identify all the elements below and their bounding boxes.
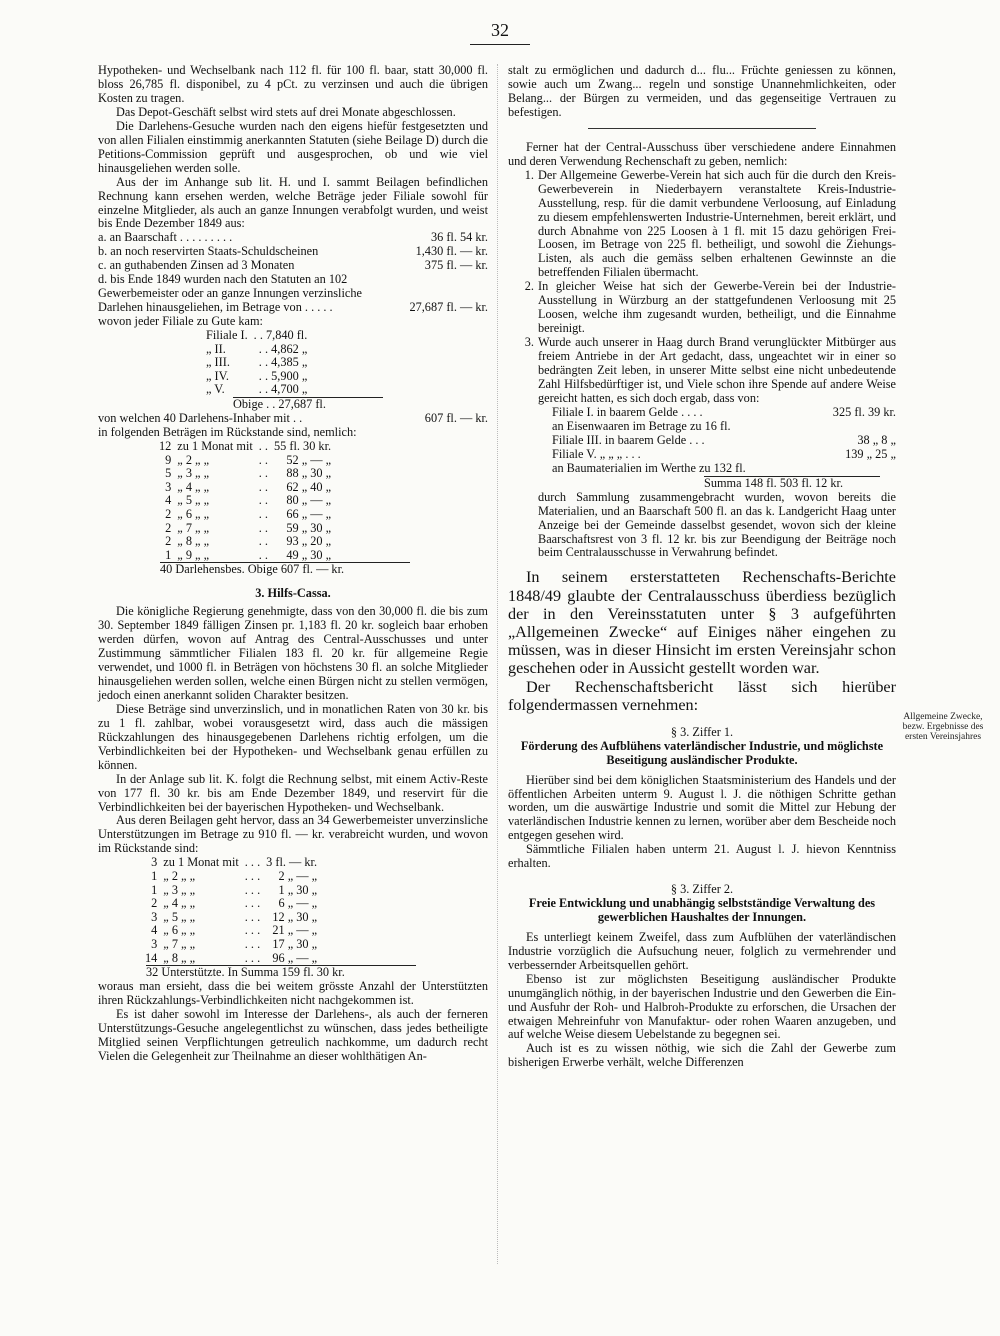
haag-donations: [552, 406, 896, 476]
list-number: 3.: [524, 335, 534, 350]
item-d-label: d. bis Ende 1849 wurden nach den Statuten an 102 Gewerbemeister oder an ganze Innungen verzinsliche Darlehen hinausgeliehen, im Betrage von . . . . .: [98, 273, 362, 315]
support-table: [142, 856, 320, 965]
donation-amount: 38 „ 8 „: [857, 432, 896, 447]
rate-row: [156, 494, 334, 508]
column-divider: [497, 64, 498, 1264]
filiale-row: [203, 356, 310, 370]
list-item: [508, 280, 896, 336]
support-row-cell: . . .: [244, 868, 261, 883]
support-row-cell: . . .: [244, 855, 261, 870]
paragraph: In der Anlage sub lit. K. folgt die Rechnung selbst, mit einem Activ-Reste von 177 fl. 30 kr. bis am Ende Dezember 1849, und reservirt für die Verbindlichkeiten bei der bayerischen Hypotheken- und Wechselbank.: [98, 771, 488, 814]
support-row: [142, 952, 320, 966]
section-number: § 3. Ziffer 1.: [670, 725, 734, 740]
paragraph: Ferner hat der Central-Ausschuss über verschiedene andere Einnahmen und deren Verwendung Rechenschaft zu geben, nemlich:: [508, 139, 896, 168]
support-row-cell: . . .: [244, 950, 261, 965]
donation-amount: [804, 420, 896, 434]
account-item: [98, 231, 488, 245]
darlehens-amount: 607 fl. — kr.: [424, 411, 488, 426]
rate-row-cell: 3: [165, 479, 172, 494]
rate-row-cell: 9: [165, 452, 172, 467]
rate-row-cell: . .: [258, 506, 269, 521]
support-row-cell: 3: [151, 936, 158, 951]
rate-row: [156, 440, 334, 454]
paragraph-large: In seinem ersterstatteten Rechenschafts-Berichte 1848/49 glaubte der Centralausschuss überdiess bezüglich der in den Vereinsstatuten unter § 3 aufgeführten „Allgemeinen Zwecke“ auf Einiges näher eingehen zu müssen, was in dieser Hinsicht im ersten Vereinsjahr schon geschehen oder in Aussicht gestellt worden war.: [508, 568, 896, 678]
support-row-cell: zu 1 Monat mit: [163, 855, 239, 870]
account-item-amount: 375 fl. — kr.: [424, 258, 488, 273]
donation-label: Filiale V. „ „ „ . . .: [552, 447, 641, 461]
darlehens-line: [98, 412, 488, 426]
donation-row: [552, 434, 896, 448]
support-row-cell: „ 8 „ „: [163, 950, 196, 965]
paragraph: Aus deren Beilagen geht hervor, dass an 34 Gewerbemeister unverzinsliche Unterstützungen im Betrage zu 910 fl. — kr. verabreicht wurden, und wovon im Rückstande sind:: [98, 813, 488, 856]
rates-table: [156, 440, 334, 562]
darlehens-label: von welchen 40 Darlehens-Inhaber mit . .: [98, 412, 303, 426]
paragraph: Aus der im Anhange sub lit. H. und I. sammt Beilagen befindlichen Rechnung kann ersehen werden, welche Beträge jeder Filiale sowohl für einzelne Mitglieder, als auch an ganze Innungen verabfolgt wurden, und weist bis Ende Dezember 1849 aus:: [98, 174, 488, 231]
support-row: [142, 870, 320, 884]
rate-row-cell: 4: [165, 493, 172, 508]
paragraph: Hypotheken- und Wechselbank nach 112 fl. für 100 fl. baar, statt 30,000 fl. bloss 26,785 fl. disponibel, zu 4 pCt. zu verzinsen und auch die übrigen Kosten zu tragen.: [98, 63, 488, 105]
rate-row-cell: 80 „ — „: [286, 493, 332, 508]
rate-row: [156, 522, 334, 536]
rate-row-cell: 66 „ — „: [286, 506, 332, 521]
paragraph: Es ist daher sowohl im Interesse der Darlehens-, als auch der ferneren Unterstützungs-Gesuche angelegentlichst zu wünschen, dass jedes betheiligte Mitglied seinen Verpflichtungen getreulich nachkomme, um dadurch recht Vielen die Gelegenheit zur Theilnahme an dieser wohlthätigen An-: [98, 1006, 488, 1063]
donation-row: [552, 420, 896, 434]
support-total: 32 Unterstützte. In Summa 159 fl. 30 kr.: [146, 965, 416, 980]
paragraph: stalt zu ermöglichen und dadurch d... flu... Früchte geniessen zu können, sowie auch um Zwang... regeln und sonstige Unannehmlichkeiten, oder Belang... der Bürgen zu vermeiden, und das gegenseitige Vertrauen zu befestigen.: [508, 63, 896, 119]
paragraph: Ebenso ist zur möglichsten Beseitigung ausländischer Produkte unumgänglich nöthig, in der bayerischen Industrie und den Gewerben die Ein- und Ausfuhr der Roh- und Halbroh-Produkte zu erforschen, die Ursachen der etwaigen Mehreinfuhr von Manufaktur- oder rohen Waaren anzugeben, und auf welche Weise diesem Uebelstande zu begegnen sei.: [508, 971, 896, 1042]
rate-row-cell: . .: [258, 520, 269, 535]
list-text: Der Allgemeine Gewerbe-Verein hat sich auch für die durch den Kreis-Gewerbeverein in Niederbayern veranstaltete Kreis-Industrie-Ausstellung, resp. für die damit verbundene Verloosung, auf Einladung zu diesem empfehlenswerten Industrie-Unternehmen, bereit erklärt, und durch Abnahme von 225 Loosen à 1 fl. mit 15 dazu gehörigen Frei-Loosen, im Betrage von 225 fl. betheiligt, und sowohl die Ziehungs-Listen, als auch die gemäss selben erhaltenen Gewinnste an die betreffenden Filialen übermacht.: [538, 167, 896, 280]
section-number: § 3. Ziffer 2.: [670, 882, 734, 897]
account-item-label: b. an noch reservirten Staats-Schuldscheinen: [98, 245, 319, 259]
filiale-row: [203, 329, 310, 343]
support-row-cell: „ 5 „ „: [163, 909, 196, 924]
account-item-label: a. an Baarschaft . . . . . . . . .: [98, 231, 233, 245]
rate-row-cell: 2: [165, 506, 172, 521]
support-row: [142, 856, 320, 870]
haag-total: Summa 148 fl. 503 fl. 12 kr.: [704, 476, 880, 491]
rate-row-cell: . .: [258, 534, 269, 549]
rate-row: [156, 535, 334, 549]
paragraph: Die königliche Regierung genehmigte, dass von den 30,000 fl. die bis zum 30. September 1849 fälligen Zinsen pr. 1,183 fl. 20 kr. sogleich baar erhoben werden dürfen, wovon auf Antrag des Central-Ausschusses und unter Zustimmung sämmtlicher Filialen 183 fl. 20 kr. für allgemeine Regie verwendet, und 1000 fl. in Beträgen von höchstens 30 fl. an solche Mitglieder hinausgeliehen werden sollen, welche einen Bürgen nicht zu stellen vermögen, jedoch einen anerkannt soliden Charakter besitzen.: [98, 604, 488, 702]
support-row-cell: 6 „ — „: [278, 896, 318, 911]
rate-row: [156, 481, 334, 495]
support-row-cell: . . .: [244, 936, 261, 951]
filiale-row-cell: . . 7,840 fl.: [253, 328, 308, 343]
section-heading: 3. Hilfs-Cassa.: [255, 586, 331, 601]
support-row-cell: 2: [151, 896, 158, 911]
account-items: [98, 231, 488, 273]
paragraph: Die Darlehens-Gesuche wurden nach den eigens hiefür festgesetzten und von allen Filialen einstimmig anerkannten Statuten (siehe Beilage D) durch die Petitions-Commission geprüft und ausgesprochen, ob und wie viel hinausgeliehen werden solle.: [98, 118, 488, 175]
support-row-cell: 2 „ — „: [278, 868, 318, 883]
rates-total: 40 Darlehensbes. Obige 607 fl. — kr.: [160, 562, 410, 577]
filiale-row-cell: „ IV.: [206, 368, 229, 383]
rate-row-cell: 1: [165, 547, 172, 562]
paragraph-large: Der Rechenschaftsbericht lässt sich hierüber folgendermassen vernehmen:: [508, 677, 896, 714]
rate-row-cell: „ 7 „ „: [177, 520, 210, 535]
rate-row-cell: 2: [165, 520, 172, 535]
donation-amount: 139 „ 25 „: [845, 446, 896, 461]
support-row-cell: „ 2 „ „: [163, 868, 196, 883]
rate-row-cell: „ 2 „ „: [177, 452, 210, 467]
account-item-amount: 1,430 fl. — kr.: [415, 244, 488, 259]
support-row-cell: 1: [151, 868, 158, 883]
rate-row-cell: „ 8 „ „: [177, 534, 210, 549]
rate-row-cell: „ 5 „ „: [177, 493, 210, 508]
divider: [588, 128, 816, 129]
rate-row-cell: 55 fl. 30 kr.: [274, 438, 332, 453]
support-row-cell: 3: [151, 909, 158, 924]
donation-amount: 325 fl. 39 kr.: [832, 404, 896, 419]
paragraph: Sämmtliche Filialen haben unterm 21. August l. J. hievon Kenntniss erhalten.: [508, 842, 896, 871]
rate-row: [156, 549, 334, 563]
support-row: [142, 924, 320, 938]
support-row-cell: 1 „ 30 „: [278, 882, 318, 897]
filiale-row-cell: . . 4,700 „: [258, 382, 308, 397]
paragraph: durch Sammlung zusammengebracht wurden, wovon bereits die Materialien, und an Baarschaft 500 fl. an das k. Landgericht Haag unter Anzeige bei der Gemeinde dasselbst gesendet, wovon sich der kleine Baarschaftsrest von 3 fl. 12 kr. bis zur Beendigung der Beiträge noch beim Centralausschusse in Verwahrung befindet.: [538, 489, 896, 560]
filiale-row: [203, 383, 310, 397]
rate-row-cell: 59 „ 30 „: [286, 520, 332, 535]
support-row-cell: 1: [151, 882, 158, 897]
support-row: [142, 897, 320, 911]
rate-row-cell: . .: [258, 547, 269, 562]
support-row-cell: „ 7 „ „: [163, 936, 196, 951]
donation-label: an Baumaterialien im Werthe zu 132 fl.: [552, 461, 746, 475]
filiale-row-cell: . . 4,862 „: [258, 341, 308, 356]
account-item-amount: 36 fl. 54 kr.: [430, 230, 488, 245]
donation-label: Filiale III. in baarem Gelde . . .: [552, 433, 705, 447]
filiale-row-cell: . . 4,385 „: [258, 355, 308, 370]
rate-row-cell: 5: [165, 466, 172, 481]
account-item: [98, 245, 488, 259]
darlehens-line2: in folgenden Beträgen im Rückstande sind, nemlich:: [98, 424, 357, 439]
rate-row-cell: . .: [258, 493, 269, 508]
rate-row-cell: . .: [258, 452, 269, 467]
paragraph: woraus man ersieht, dass die bei weitem grösste Anzahl der Unterstützten ihren Rückzahlungs-Verbindlichkeiten nicht nachgekommen ist.: [98, 979, 488, 1007]
paragraph: Es unterliegt keinem Zweifel, dass zum Aufblühen der vaterländischen Industrie vorzüglich die Aufsuchung neuer, folglich zu vermehrender und verbessernder Arbeitsquellen gehört.: [508, 929, 896, 972]
rate-row: [156, 454, 334, 468]
account-item-d: [98, 273, 488, 315]
support-row-cell: „ 4 „ „: [163, 896, 196, 911]
account-item-label: c. an guthabenden Zinsen ad 3 Monaten: [98, 259, 295, 273]
numbered-list: [508, 169, 896, 406]
paragraph: Hierüber sind bei dem königlichen Staatsministerium des Handels und der öffentlichen Arbeiten unterm 9. August l. J. die nöthigen Schritte gethan worden, um die auswärtige Industrie und somit die Mittel zur Hebung der vaterländischen Industrie kennen zu lernen, worüber aber dem Bescheide noch entgegen gesehen wird.: [508, 772, 896, 843]
rate-row-cell: 12: [159, 438, 172, 453]
support-row-cell: 21 „ — „: [272, 923, 318, 938]
section-title: Freie Entwicklung und unabhängig selbstständige Verwaltung des gewerblichen Haushaltes der Innungen.: [528, 896, 876, 924]
filiale-row-cell: Filiale I.: [206, 328, 248, 343]
filiale-row: [203, 370, 310, 384]
rate-row-cell: 49 „ 30 „: [286, 547, 332, 562]
section-title: Förderung des Aufblühens vaterländischer Industrie, und möglichste Beseitigung ausländischer Produkte.: [520, 738, 884, 767]
support-row-cell: 3: [151, 855, 158, 870]
rate-row-cell: „ 9 „ „: [177, 547, 210, 562]
rate-row-cell: . .: [258, 479, 269, 494]
paragraph: Auch ist es zu wissen nöthig, wie sich die Zahl der Gewerbe zum bisherigen Erwerbe verhält, welche Differenzen: [508, 1041, 896, 1070]
support-row-cell: 12 „ 30 „: [272, 909, 318, 924]
filiale-row-cell: „ II.: [206, 341, 226, 356]
filiale-row-cell: . . 5,900 „: [258, 368, 308, 383]
donation-row: [552, 462, 896, 476]
support-row-cell: . . .: [244, 896, 261, 911]
account-item: [98, 259, 488, 273]
donation-row: [552, 406, 896, 420]
paragraph: Das Depot-Geschäft selbst wird stets auf drei Monate abgeschlossen.: [116, 104, 456, 119]
list-number: 2.: [524, 279, 534, 294]
rate-row-cell: „ 6 „ „: [177, 506, 210, 521]
rate-row-cell: . .: [258, 466, 269, 481]
list-number: 1.: [524, 167, 534, 182]
support-row-cell: 17 „ 30 „: [272, 936, 318, 951]
support-row-cell: 3 fl. — kr.: [266, 855, 318, 870]
filiale-row-cell: „ III.: [206, 355, 230, 370]
list-text: In gleicher Weise hat sich der Gewerbe-Verein bei der Industrie-Ausstellung in Würzburg an der stattgefundenen Verloosung mit 25 Loosen, welche ihm zugesandt wurden, betheiligt, und die Einnahme bereinigt.: [538, 279, 896, 336]
rate-row: [156, 467, 334, 481]
rate-row-cell: „ 4 „ „: [177, 479, 210, 494]
donation-label: an Eisenwaaren im Betrage zu 16 fl.: [552, 419, 731, 433]
support-row: [142, 884, 320, 898]
donation-label: Filiale I. in baarem Gelde . . . .: [552, 405, 703, 419]
support-row-cell: . . .: [244, 909, 261, 924]
filiale-row: [203, 343, 310, 357]
rate-row-cell: 62 „ 40 „: [286, 479, 332, 494]
rate-row-cell: . .: [258, 438, 269, 453]
support-row-cell: 14: [145, 950, 158, 965]
rate-row-cell: 93 „ 20 „: [286, 534, 332, 549]
right-column: [508, 64, 896, 1070]
page-number: 32: [470, 20, 530, 45]
donation-amount: [804, 462, 896, 476]
rate-row-cell: 88 „ 30 „: [286, 466, 332, 481]
list-item: [508, 169, 896, 281]
support-row-cell: „ 3 „ „: [163, 882, 196, 897]
filiale-intro: wovon jeder Filiale zu Gute kam:: [98, 314, 263, 329]
item-d-amount: 27,687 fl. — kr.: [409, 300, 488, 315]
support-row-cell: . . .: [244, 882, 261, 897]
rate-row-cell: „ 3 „ „: [177, 466, 210, 481]
list-text: Wurde auch unserer in Haag durch Brand verunglückter Mitbürger aus freiem Antriebe in der Art gedacht, dass, ungeachtet wir in einer so bedrängten Zeit leben, in unserer Mitte selbst eine nicht unbedeutende Zahl Hilfsbedürftiger ist, und Viele schon ihre Spende auf andere Weise gereicht hatten, es sich doch ergab, dass von:: [538, 335, 896, 405]
support-row-cell: 96 „ — „: [272, 950, 318, 965]
filiale-table: [203, 329, 310, 397]
rate-row: [156, 508, 334, 522]
margin-note: Allgemeine Zwecke, bezw. Ergebnisse des ersten Vereinsjahres: [902, 712, 984, 743]
filiale-total: Obige . . 27,687 fl.: [233, 397, 383, 412]
list-item: [508, 336, 896, 406]
support-row: [142, 911, 320, 925]
filiale-row-cell: „ V.: [206, 382, 225, 397]
rate-row-cell: 52 „ — „: [286, 452, 332, 467]
rate-row-cell: 2: [165, 534, 172, 549]
left-column: [98, 64, 488, 1064]
support-row-cell: 4: [151, 923, 158, 938]
support-row-cell: . . .: [244, 923, 261, 938]
support-row-cell: „ 6 „ „: [163, 923, 196, 938]
paragraph: Diese Beträge sind unverzinslich, und in monatlichen Raten von 30 kr. bis zu 1 fl. zahlbar, wobei vorausgesetzt wird, dass auch die mässigen Rückzahlungen des hinausgegebenen Darlehens richtig erfolgen, um die Verbindlichkeiten bei der Hypotheken- und Wechselbank genau erfüllen zu können.: [98, 701, 488, 772]
donation-row: [552, 448, 896, 462]
support-row: [142, 938, 320, 952]
rate-row-cell: zu 1 Monat mit: [177, 438, 253, 453]
